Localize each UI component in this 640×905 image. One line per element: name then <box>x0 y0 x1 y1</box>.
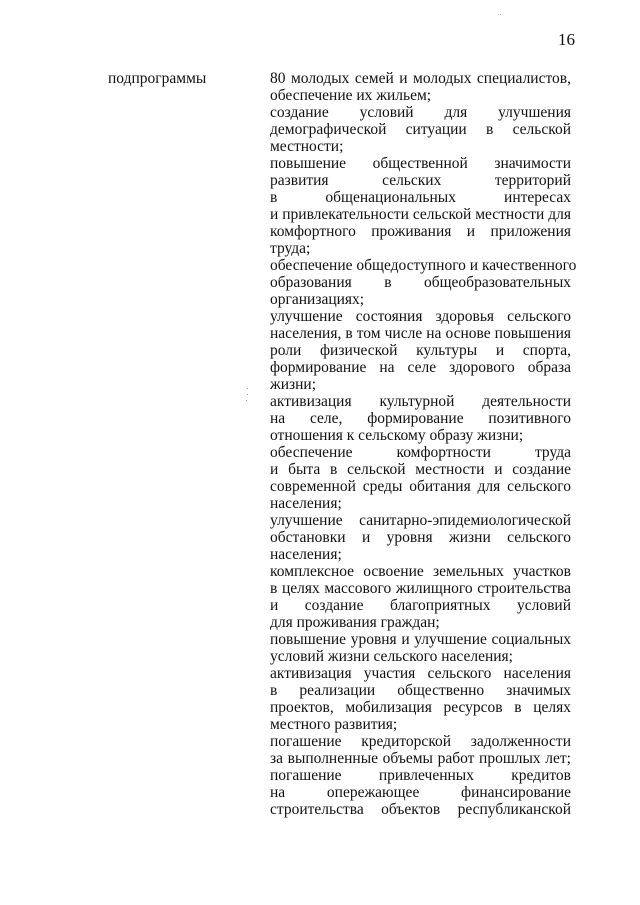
text-line: отношения к сельскому образу жизни; <box>270 427 524 444</box>
text-line: и создание благоприятных условий <box>270 597 571 614</box>
text-line: формирование на селе здорового образа <box>270 359 571 376</box>
text-line: местности; <box>270 138 344 155</box>
row-label: подпрограммы <box>108 70 207 87</box>
scan-speck <box>246 400 247 401</box>
text-line: на опережающее финансирование <box>270 784 571 801</box>
content-column <box>270 70 577 818</box>
text-line: улучшение санитарно-эпидемиологической <box>270 512 571 529</box>
text-line: населения, в том числе на основе повышения <box>270 325 571 342</box>
text-line: местного развития; <box>270 716 398 733</box>
text-line: труда; <box>270 240 311 257</box>
text-line: в общенациональных интересах <box>270 189 571 206</box>
text-line: обеспечение общедоступного и качественного <box>270 257 577 274</box>
text-line: обеспечение комфортности труда <box>270 444 571 461</box>
text-line: и привлекательности сельской местности для <box>270 206 571 223</box>
text-line: создание условий для улучшения <box>270 104 571 121</box>
text-line: комфортного проживания и приложения <box>270 223 571 240</box>
scan-speck <box>247 394 248 395</box>
page-number: 16 <box>558 30 575 49</box>
text-line: погашение кредиторской задолженности <box>270 733 571 750</box>
text-line: улучшение состояния здоровья сельского <box>270 308 571 325</box>
text-line: повышение уровня и улучшение социальных <box>270 631 571 648</box>
text-line: погашение привлеченных кредитов <box>270 767 571 784</box>
text-line: обстановки и уровня жизни сельского <box>270 529 571 546</box>
text-line: современной среды обитания для сельского <box>270 478 571 495</box>
text-line: и быта в сельской местности и создание <box>270 461 571 478</box>
text-line: роли физической культуры и спорта, <box>270 342 571 359</box>
scan-speck <box>247 388 248 389</box>
text-line: жизни; <box>270 376 317 393</box>
text-line: для проживания граждан; <box>270 614 440 631</box>
text-line: демографической ситуации в сельской <box>270 121 571 138</box>
text-line: образования в общеобразовательных <box>270 274 571 291</box>
text-line: строительства объектов республиканской <box>270 801 571 818</box>
text-line: организациях; <box>270 291 365 308</box>
text-line: повышение общественной значимости <box>270 155 571 172</box>
text-line: обеспечение их жильем; <box>270 87 432 104</box>
text-line: активизация участия сельского населения <box>270 665 571 682</box>
scan-speck <box>500 14 501 15</box>
text-line: в реализации общественно значимых <box>270 682 571 699</box>
text-line: в целях массового жилищного строительства <box>270 580 571 597</box>
text-line: проектов, мобилизация ресурсов в целях <box>270 699 571 716</box>
text-line: комплексное освоение земельных участков <box>270 563 571 580</box>
text-line: на селе, формирование позитивного <box>270 410 571 427</box>
text-line: активизация культурной деятельности <box>270 393 571 410</box>
text-line: за выполненные объемы работ прошлых лет; <box>270 750 571 767</box>
text-line: населения; <box>270 546 342 563</box>
text-line: условий жизни сельского населения; <box>270 648 513 665</box>
text-line: развития сельских территорий <box>270 172 571 189</box>
text-line: 80 молодых семей и молодых специалистов, <box>270 70 571 87</box>
text-line: населения; <box>270 495 342 512</box>
